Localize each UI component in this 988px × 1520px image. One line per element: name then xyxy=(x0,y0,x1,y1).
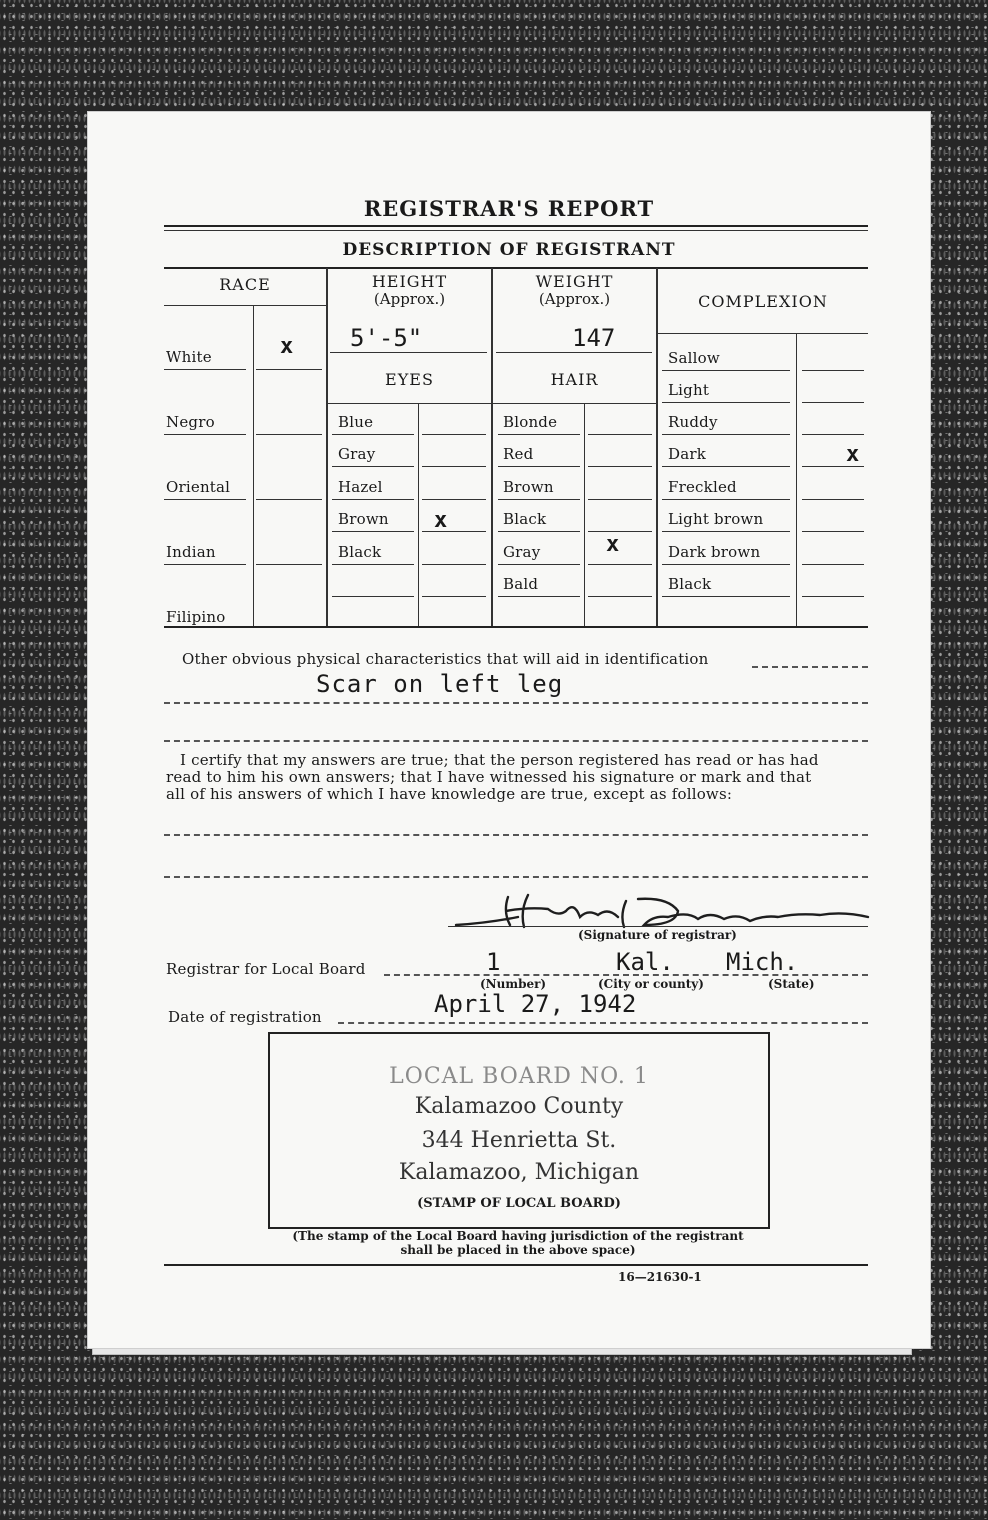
hair-brown: Brown xyxy=(503,478,554,496)
complexion-dark-brown: Dark brown xyxy=(668,543,761,561)
board-state-value: Mich. xyxy=(726,948,799,976)
hair-blonde: Blonde xyxy=(503,413,558,431)
eyes-gray: Gray xyxy=(338,445,376,463)
complexion-light-brown: Light brown xyxy=(668,510,764,528)
eyes-hazel: Hazel xyxy=(338,478,383,496)
hair-header: HAIR xyxy=(550,370,599,389)
height-header: HEIGHT xyxy=(371,272,448,291)
local-board-stamp xyxy=(268,1032,770,1229)
race-white-mark: x xyxy=(280,334,294,359)
board-city-value: Kal. xyxy=(616,948,674,976)
complexion-header: COMPLEXION xyxy=(698,292,828,311)
certify-line-3: all of his answers of which I have knowledge are true, except as follows: xyxy=(166,785,733,803)
other-characteristics-value: Scar on left leg xyxy=(316,670,564,698)
hair-gray: Gray xyxy=(503,543,541,561)
eyes-brown-mark: x xyxy=(434,508,448,533)
caption-number: (Number) xyxy=(480,977,547,991)
date-value: April 27, 1942 xyxy=(434,990,637,1018)
race-filipino: Filipino xyxy=(166,608,226,626)
complexion-black: Black xyxy=(668,575,712,593)
signature-caption: (Signature of registrar) xyxy=(578,928,737,942)
hair-bald: Bald xyxy=(503,575,539,593)
complexion-light: Light xyxy=(668,381,710,399)
caption-city: (City or county) xyxy=(598,977,704,991)
weight-value: 147 xyxy=(572,324,616,352)
stamp-line-1: LOCAL BOARD NO. 1 xyxy=(389,1064,649,1089)
caption-state: (State) xyxy=(768,977,815,991)
complexion-freckled: Freckled xyxy=(668,478,737,496)
height-value: 5'-5" xyxy=(350,324,423,352)
certify-line-1: I certify that my answers are true; that the person registered has read or has had xyxy=(180,751,819,769)
race-white: White xyxy=(166,348,212,366)
hair-red: Red xyxy=(503,445,534,463)
registrar-report-card xyxy=(88,112,930,1348)
certify-line-2: read to him his own answers; that I have witnessed his signature or mark and that xyxy=(166,768,812,786)
stamp-note-line-2: shall be placed in the above space) xyxy=(400,1243,636,1257)
stamp-caption: (STAMP OF LOCAL BOARD) xyxy=(417,1196,621,1211)
section-subtitle: DESCRIPTION OF REGISTRANT xyxy=(342,240,676,260)
stamp-line-3: 344 Henrietta St. xyxy=(421,1128,617,1153)
report-title: REGISTRAR'S REPORT xyxy=(363,196,655,221)
stamp-line-2: Kalamazoo County xyxy=(414,1094,624,1119)
weight-header: WEIGHT xyxy=(535,272,614,291)
board-number-value: 1 xyxy=(486,948,501,976)
race-header: RACE xyxy=(219,275,271,294)
race-oriental: Oriental xyxy=(166,478,231,496)
race-indian: Indian xyxy=(166,543,216,561)
complexion-ruddy: Ruddy xyxy=(668,413,718,431)
height-approx: (Approx.) xyxy=(373,290,446,308)
eyes-brown: Brown xyxy=(338,510,389,528)
hair-black: Black xyxy=(503,510,547,528)
weight-approx: (Approx.) xyxy=(538,290,611,308)
hair-gray-mark: x xyxy=(606,532,620,557)
eyes-black: Black xyxy=(338,543,382,561)
stamp-note-line-1: (The stamp of the Local Board having jurisdiction of the registrant xyxy=(292,1229,744,1243)
other-characteristics-label: Other obvious physical characteristics that will aid in identification xyxy=(182,650,709,668)
complexion-sallow: Sallow xyxy=(668,349,720,367)
date-label: Date of registration xyxy=(168,1008,322,1026)
eyes-header: EYES xyxy=(385,370,434,389)
stamp-line-4: Kalamazoo, Michigan xyxy=(398,1160,640,1185)
complexion-dark: Dark xyxy=(668,445,707,463)
form-number: 16—21630-1 xyxy=(618,1270,702,1284)
eyes-blue: Blue xyxy=(338,413,374,431)
complexion-dark-mark: x xyxy=(846,442,860,467)
race-negro: Negro xyxy=(166,413,215,431)
local-board-label: Registrar for Local Board xyxy=(166,960,366,978)
